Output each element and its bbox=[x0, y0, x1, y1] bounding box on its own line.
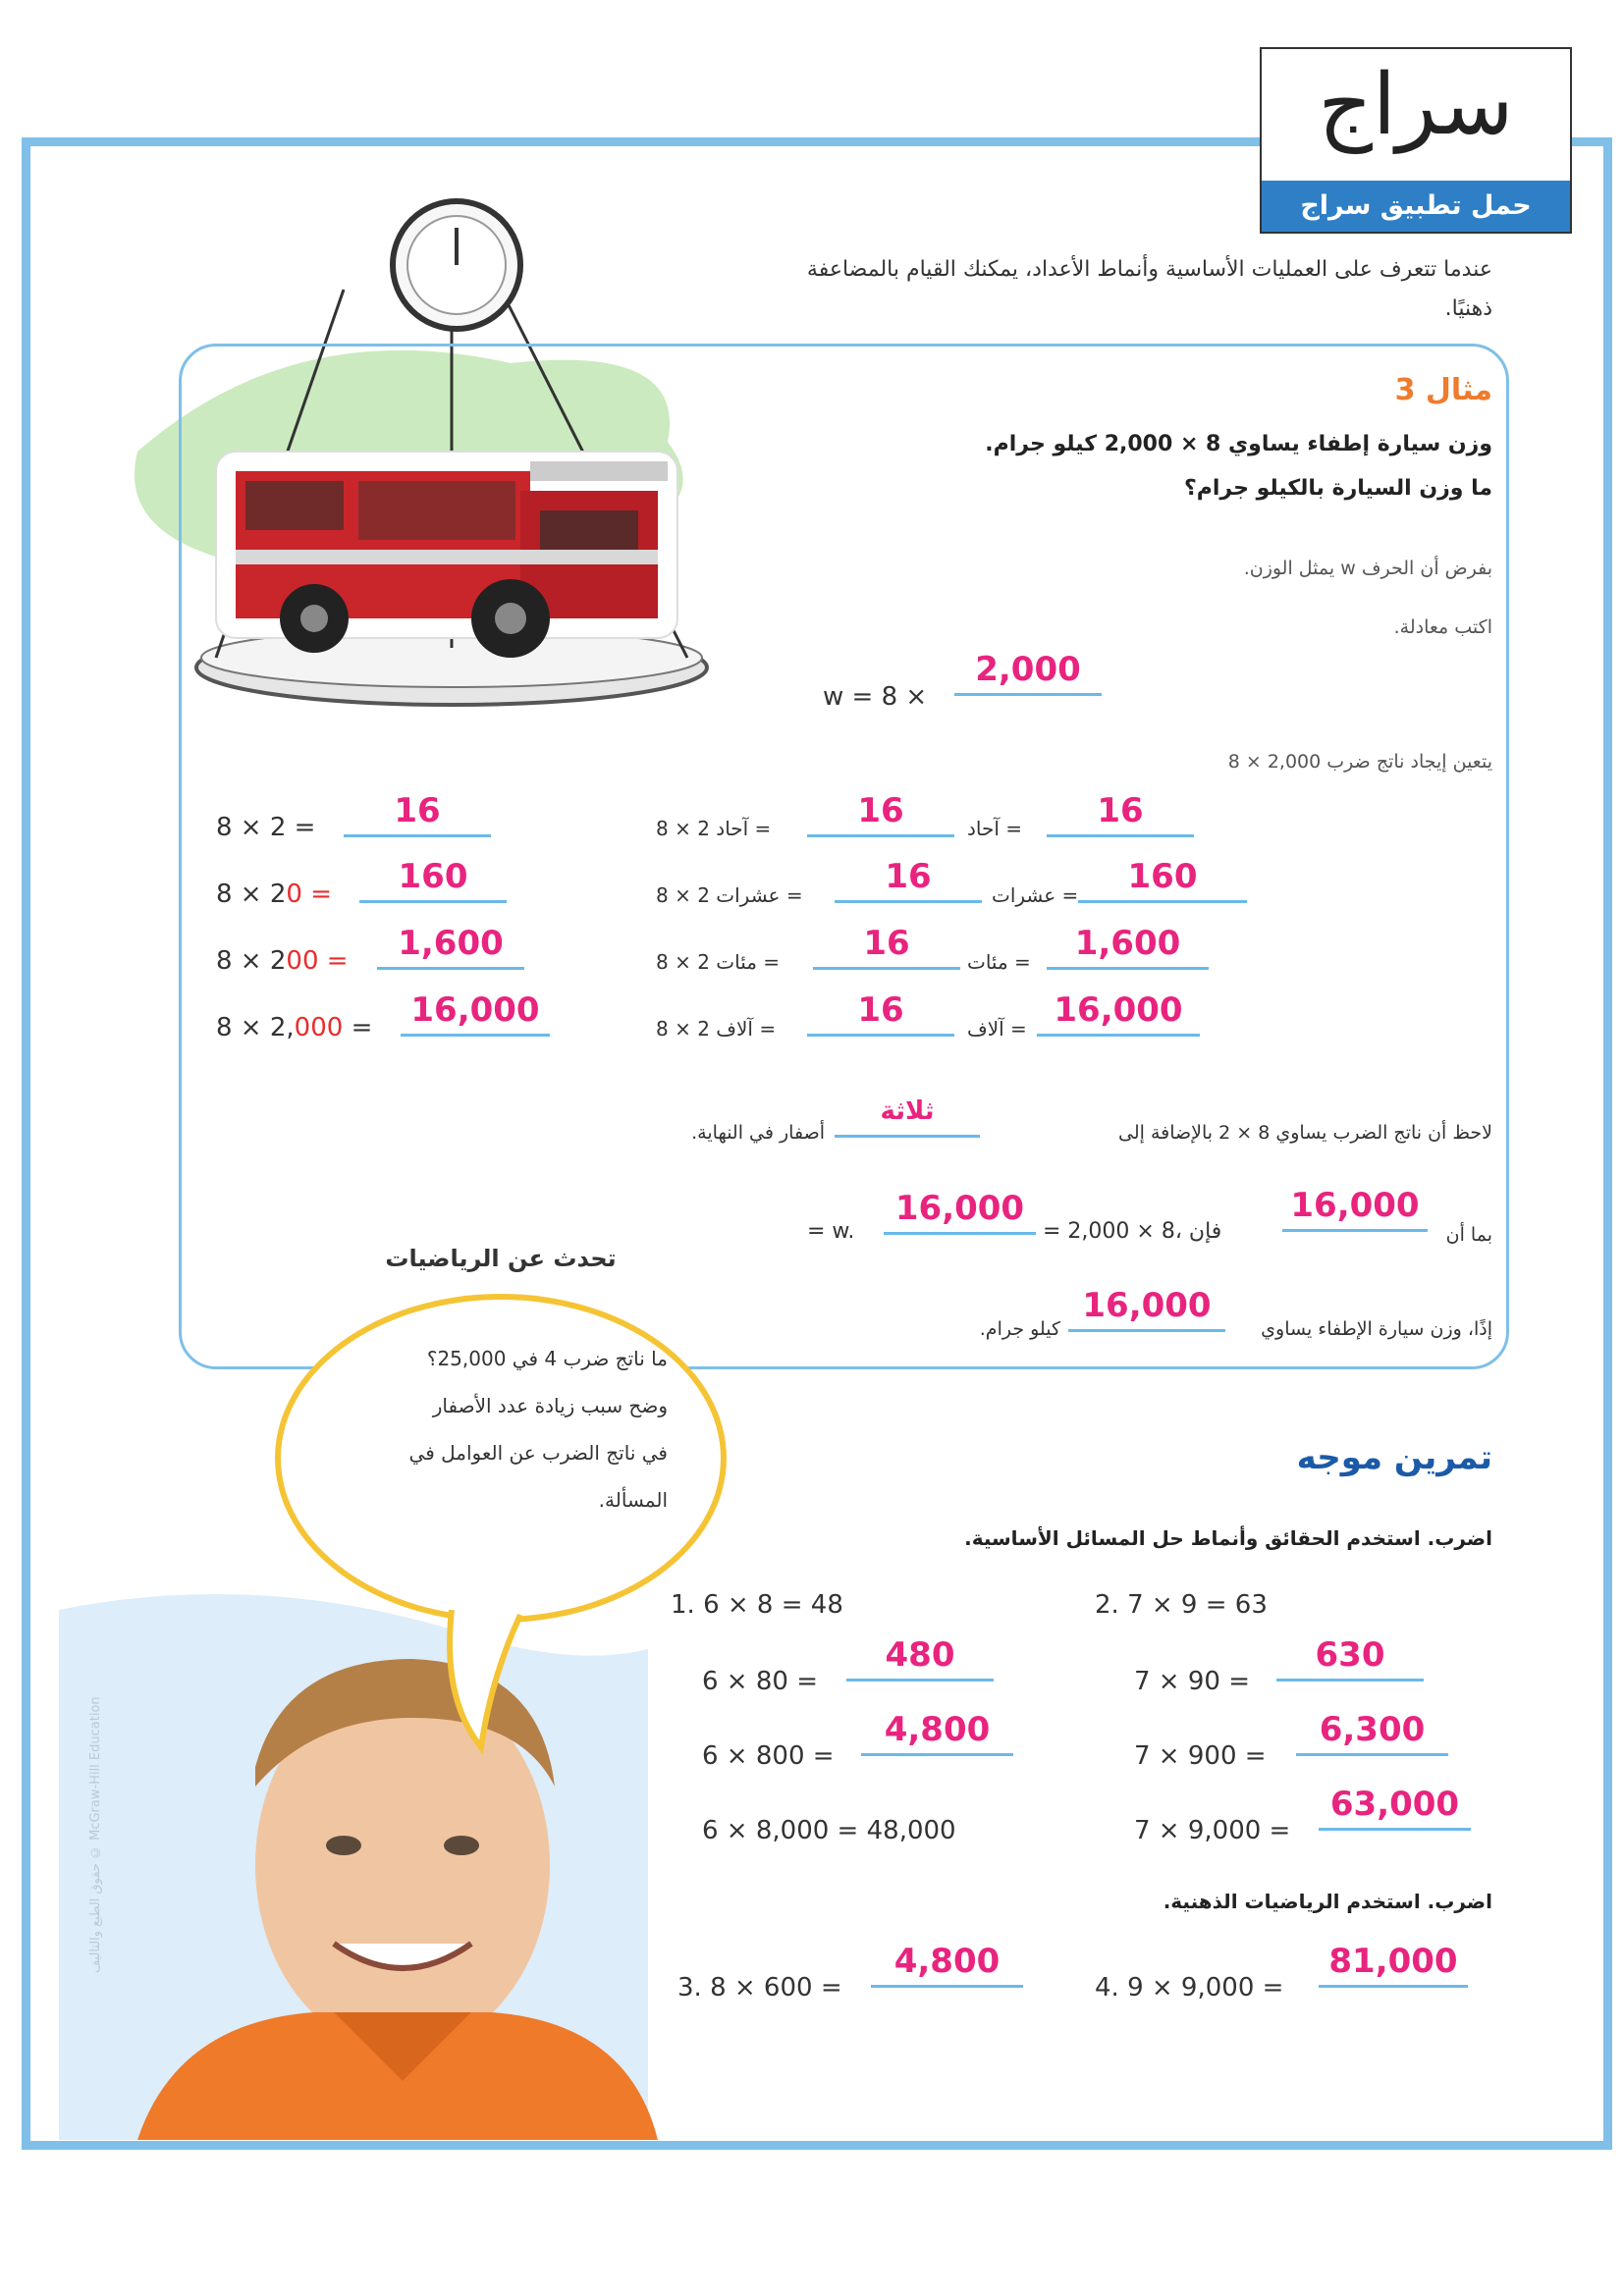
logo-title: سراج bbox=[1318, 56, 1514, 154]
exercise-4-lhs: 4. 9 × 9,000 = bbox=[1095, 1973, 1284, 2002]
bubble-line-4: المسألة. bbox=[598, 1488, 668, 1512]
guided-instruction-2: اضرب. استخدم الرياضيات الذهنية. bbox=[1163, 1890, 1492, 1913]
right-row-4-answer-2: 16,000 bbox=[1037, 990, 1200, 1037]
bubble-title: تحدث عن الرياضيات bbox=[385, 1245, 617, 1272]
left-row-2-answer: 160 bbox=[359, 857, 507, 903]
right-row-4-answer-1: 16 bbox=[807, 990, 954, 1037]
exercise-2-row-1-answer: 630 bbox=[1276, 1635, 1424, 1682]
left-row-4-lhs-b: 000 bbox=[294, 1013, 344, 1042]
example-problem-line-1: وزن سيارة إطفاء يساوي 8 × 2,000 كيلو جرام. bbox=[985, 432, 1492, 456]
exercise-3-lhs: 3. 8 × 600 = bbox=[677, 1973, 842, 2002]
note-prefix: لاحظ أن ناتج الضرب يساوي 8 × 2 بالإضافة إلى bbox=[1118, 1122, 1492, 1144]
exercise-2-row-1-lhs: 7 × 90 = bbox=[1134, 1667, 1250, 1696]
left-row-2-lhs bbox=[216, 880, 332, 909]
equation-answer: 2,000 bbox=[954, 650, 1102, 696]
exercise-2-row-2-answer: 6,300 bbox=[1296, 1710, 1448, 1756]
left-row-1-answer: 16 bbox=[344, 791, 491, 837]
bubble-line-2: وضح سبب زيادة عدد الأصفار bbox=[432, 1394, 668, 1417]
boy-photo bbox=[59, 1571, 668, 2140]
exercise-2-head: 2. 7 × 9 = 63 bbox=[1095, 1590, 1268, 1620]
left-row-4-answer: 16,000 bbox=[401, 990, 550, 1037]
guided-instruction-1: اضرب. استخدم الحقائق وأنماط حل المسائل الأساسية. bbox=[964, 1526, 1492, 1550]
guided-practice-title: تمرين موجه bbox=[1296, 1438, 1492, 1477]
left-row-4-lhs-c: = bbox=[343, 1013, 373, 1042]
note-answer: ثلاثة bbox=[835, 1092, 980, 1138]
example-write-equation: اكتب معادلة. bbox=[1393, 616, 1492, 638]
bubble-text bbox=[314, 1335, 668, 1523]
exercise-1-row-1-answer: 480 bbox=[846, 1635, 994, 1682]
since-suffix: = w. bbox=[807, 1219, 855, 1244]
so-prefix: إذًا، وزن سيارة الإطفاء يساوي bbox=[1261, 1318, 1492, 1340]
right-row-2-answer-1: 16 bbox=[835, 857, 982, 903]
right-row-1-lhs: 8 × 2 آحاد = bbox=[656, 817, 772, 840]
so-suffix: كيلو جرام. bbox=[979, 1318, 1060, 1340]
left-row-2-lhs-b: 0 = bbox=[286, 880, 332, 909]
exercise-1-last: 6 × 8,000 = 48,000 bbox=[702, 1816, 956, 1845]
right-row-3-answer-2: 1,600 bbox=[1047, 924, 1209, 970]
logo bbox=[1260, 47, 1572, 234]
right-row-3-mid: مئات = bbox=[967, 950, 1031, 974]
since-answer-2: 16,000 bbox=[884, 1189, 1036, 1235]
right-row-4-mid: آلاف = bbox=[967, 1017, 1027, 1041]
exercise-1-row-2-answer: 4,800 bbox=[861, 1710, 1013, 1756]
example-assume: بفرض أن الحرف w يمثل الوزن. bbox=[1243, 558, 1492, 579]
equation-prefix: w = 8 × bbox=[823, 682, 928, 712]
since-mid: = 2,000 × 8، فإن bbox=[1043, 1219, 1222, 1244]
exercise-1-head: 1. 6 × 8 = 48 bbox=[671, 1590, 843, 1620]
right-row-1-answer-2: 16 bbox=[1047, 791, 1194, 837]
example-title: مثال 3 bbox=[1394, 373, 1492, 407]
left-row-3-lhs-a: 8 × 2 bbox=[216, 946, 287, 976]
exercise-2-row-3-lhs: 7 × 9,000 = bbox=[1134, 1816, 1291, 1845]
right-row-1-answer-1: 16 bbox=[807, 791, 954, 837]
exercise-1-row-1-lhs: 6 × 80 = bbox=[702, 1667, 818, 1696]
left-row-1-lhs: 8 × 2 = bbox=[216, 813, 316, 842]
exercise-4-answer: 81,000 bbox=[1319, 1942, 1468, 1988]
right-row-3-answer-1: 16 bbox=[813, 924, 960, 970]
left-row-3-lhs-b: 00 = bbox=[286, 946, 349, 976]
left-row-3-lhs bbox=[216, 946, 349, 976]
exercise-2-row-2-lhs: 7 × 900 = bbox=[1134, 1741, 1267, 1771]
exercise-1-row-2-lhs: 6 × 800 = bbox=[702, 1741, 835, 1771]
intro-line-1: عندما تتعرف على العمليات الأساسية وأنماط الأعداد، يمكنك القيام بالمضاعفة bbox=[806, 257, 1492, 282]
bubble-line-3: في ناتج الضرب عن العوامل في bbox=[408, 1441, 668, 1465]
exercise-2-row-3-answer: 63,000 bbox=[1319, 1785, 1471, 1831]
find-product-text: يتعين إيجاد ناتج ضرب 2,000 × 8 bbox=[1227, 751, 1492, 773]
right-row-2-mid: عشرات = bbox=[992, 883, 1079, 907]
since-prefix: بما أن bbox=[1445, 1224, 1492, 1246]
right-row-1-mid: آحاد = bbox=[967, 817, 1023, 840]
logo-band: حمل تطبيق سراج bbox=[1262, 181, 1570, 232]
left-row-4-lhs-a: 8 × 2, bbox=[216, 1013, 295, 1042]
left-row-2-lhs-a: 8 × 2 bbox=[216, 880, 287, 909]
intro-line-2: ذهنيًا. bbox=[1444, 296, 1492, 321]
right-row-3-lhs: 8 × 2 مئات = bbox=[656, 950, 781, 974]
note-suffix: أصفار في النهاية. bbox=[691, 1122, 825, 1144]
speech-bubble-tail bbox=[432, 1610, 550, 1757]
bubble-line-1: ما ناتج ضرب 4 في 25,000؟ bbox=[426, 1347, 668, 1370]
right-row-2-answer-2: 160 bbox=[1078, 857, 1247, 903]
right-row-2-lhs: 8 × 2 عشرات = bbox=[656, 883, 803, 907]
example-problem-line-2: ما وزن السيارة بالكيلو جرام؟ bbox=[1183, 476, 1492, 501]
since-answer-1: 16,000 bbox=[1282, 1186, 1428, 1232]
right-row-4-lhs: 8 × 2 آلاف = bbox=[656, 1017, 777, 1041]
so-answer: 16,000 bbox=[1068, 1286, 1225, 1332]
left-row-4-lhs bbox=[216, 1013, 372, 1042]
left-row-3-answer: 1,600 bbox=[377, 924, 524, 970]
exercise-3-answer: 4,800 bbox=[871, 1942, 1023, 1988]
